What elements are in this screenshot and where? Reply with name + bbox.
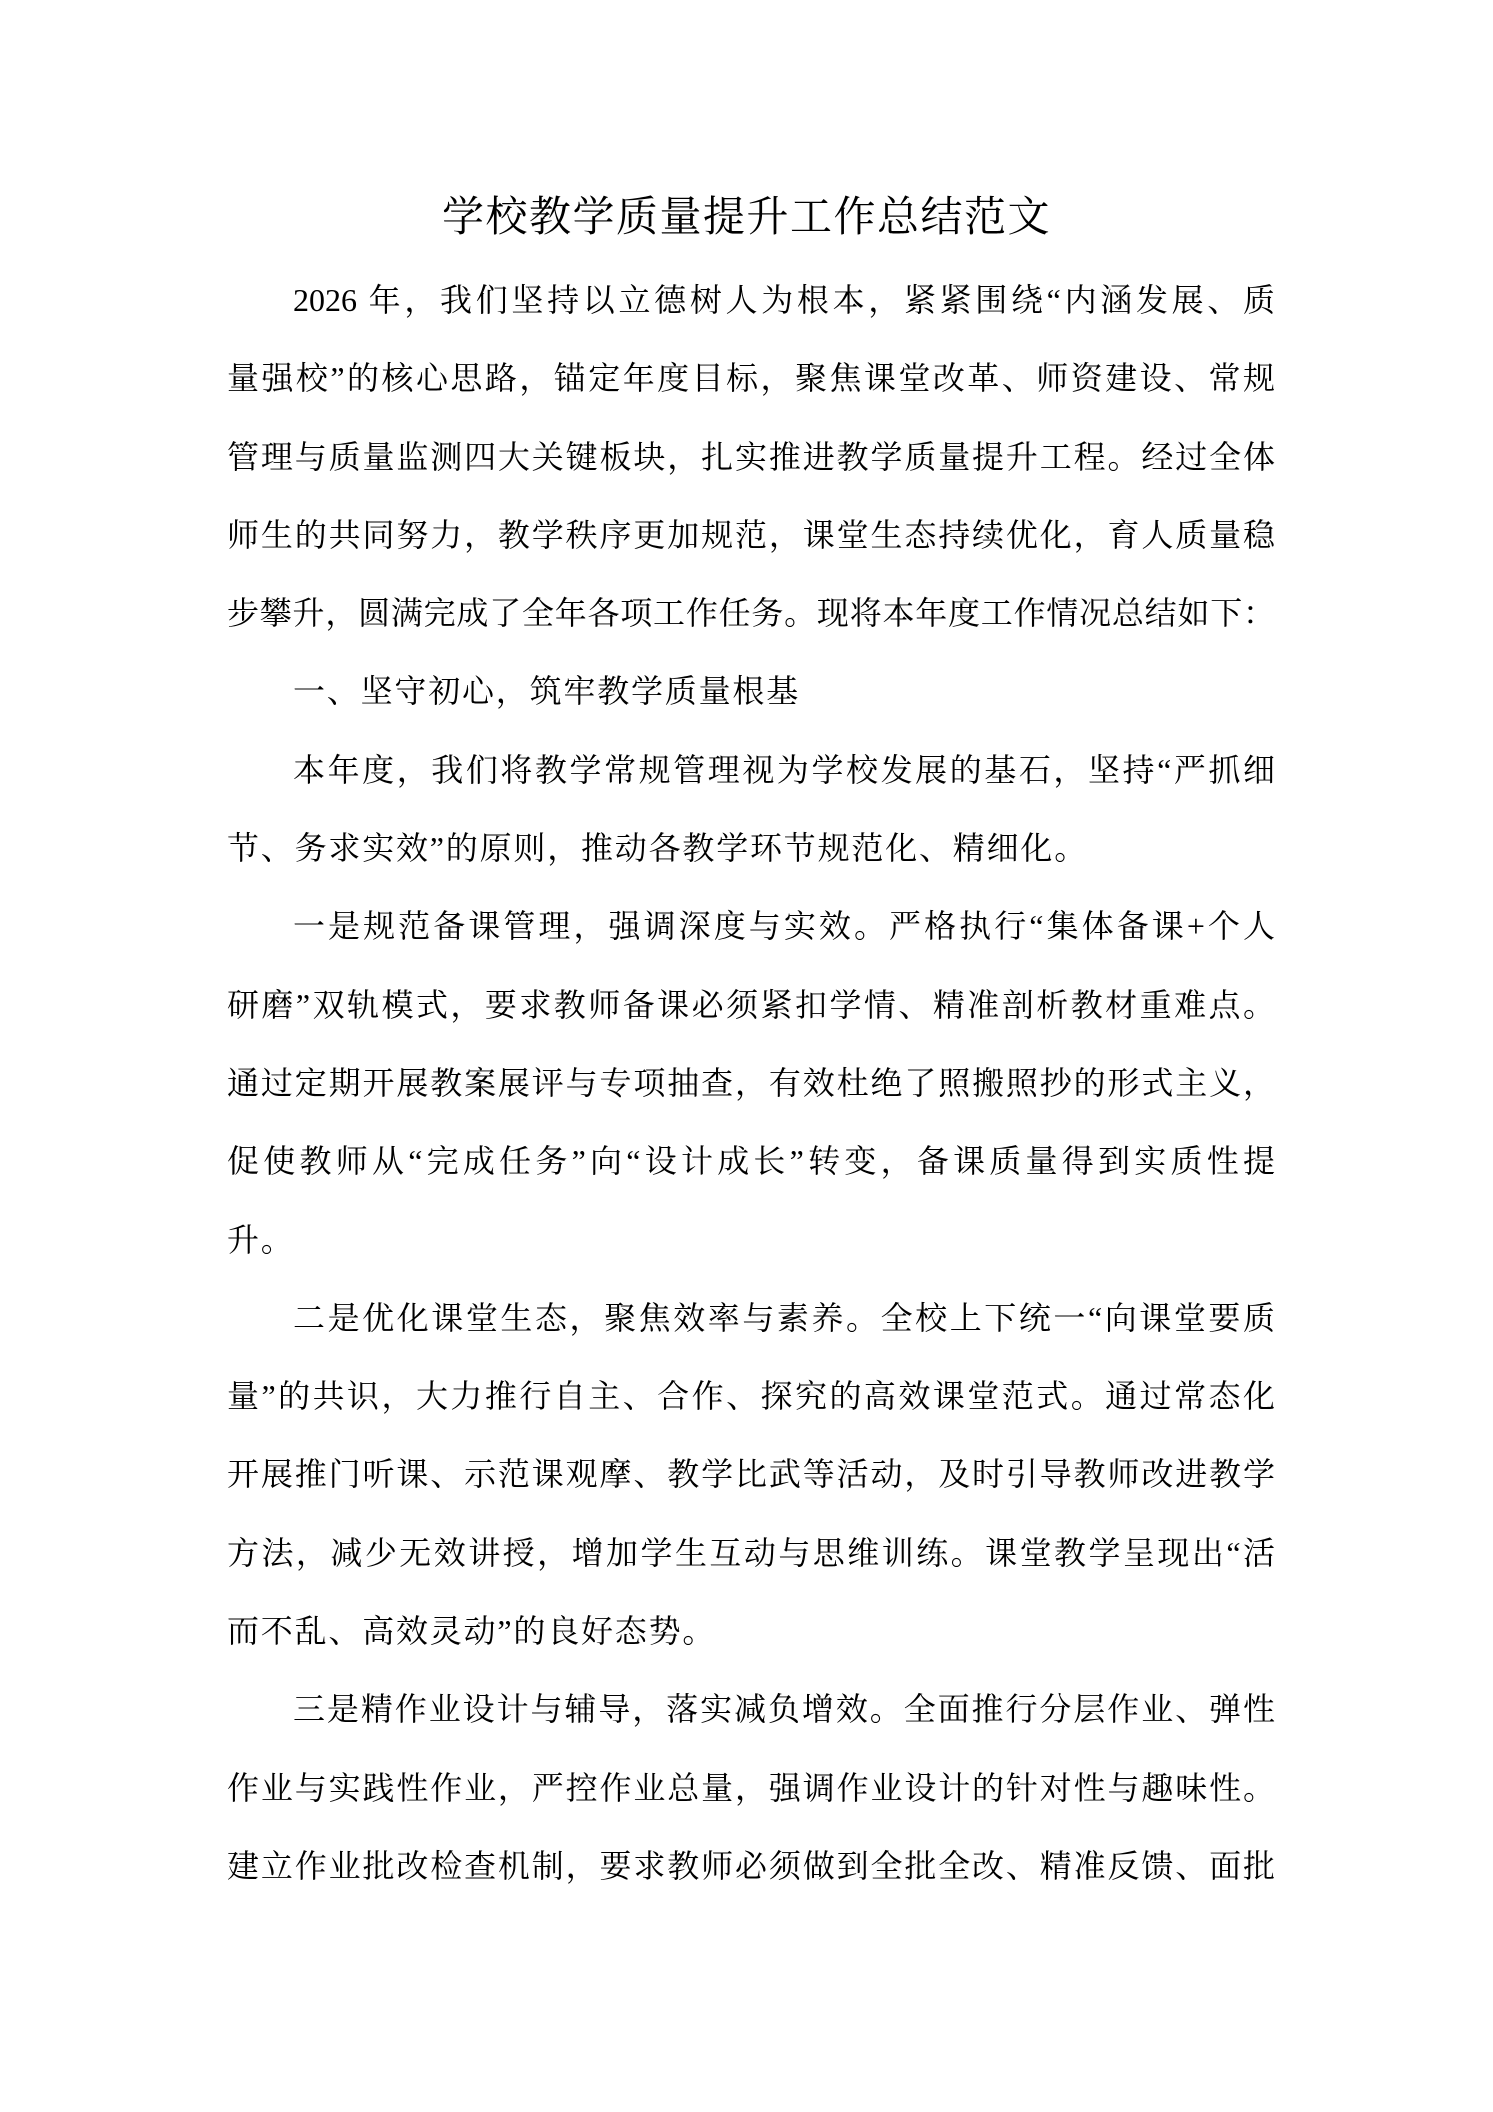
text-line: 管理与质量监测四大关键板块，扎实推进教学质量提升工程。经过全体 — [227, 438, 1275, 475]
text-line: 师生的共同努力，教学秩序更加规范，课堂生态持续优化，育人质量稳 — [227, 516, 1275, 553]
text-line: 量强校”的核心思路，锚定年度目标，聚焦课堂改革、师资建设、常规 — [227, 360, 1275, 397]
text-line: 升。 — [227, 1221, 295, 1258]
text-line: 而不乱、高效灵动”的良好态势。 — [227, 1613, 717, 1650]
text-line: 2026 年，我们坚持以立德树人为根本，紧紧围绕“内涵发展、质 — [293, 282, 1275, 318]
text-line: 促使教师从“完成任务”向“设计成长”转变，备课质量得到实质性提 — [227, 1143, 1275, 1180]
document-body — [227, 261, 1275, 1905]
paragraph — [227, 887, 1275, 1278]
text-line: 三是精作业设计与辅导，落实减负增效。全面推行分层作业、弹性 — [293, 1691, 1275, 1728]
section-heading — [227, 652, 1275, 730]
paragraph-intro — [227, 261, 1275, 652]
text-line: 本年度，我们将教学常规管理视为学校发展的基石，坚持“严抓细 — [293, 751, 1275, 788]
text-line: 一是规范备课管理，强调深度与实效。严格执行“集体备课+个人 — [293, 908, 1275, 945]
text-line: 开展推门听课、示范课观摩、教学比武等活动，及时引导教师改进教学 — [227, 1456, 1275, 1493]
text-line: 节、务求实效”的原则，推动各教学环节规范化、精细化。 — [227, 830, 1089, 867]
text-line: 二是优化课堂生态，聚焦效率与素养。全校上下统一“向课堂要质 — [293, 1299, 1275, 1336]
text-line: 作业与实践性作业，严控作业总量，强调作业设计的针对性与趣味性。 — [227, 1769, 1275, 1806]
text-line: 步攀升，圆满完成了全年各项工作任务。现将本年度工作情况总结如下： — [227, 595, 1275, 632]
paragraph — [227, 731, 1275, 888]
section-heading-text: 一、坚守初心，筑牢教学质量根基 — [293, 673, 801, 710]
paragraph — [227, 1670, 1275, 1905]
document-title: 学校教学质量提升工作总结范文 — [441, 195, 1051, 241]
text-line: 建立作业批改检查机制，要求教师必须做到全批全改、精准反馈、面批 — [227, 1847, 1275, 1884]
text-line: 量”的共识，大力推行自主、合作、探究的高效课堂范式。通过常态化 — [227, 1378, 1275, 1415]
text-line: 方法，减少无效讲授，增加学生互动与思维训练。课堂教学呈现出“活 — [227, 1534, 1275, 1571]
paragraph — [227, 1279, 1275, 1670]
text-line: 研磨”双轨模式，要求教师备课必须紧扣学情、精准剖析教材重难点。 — [227, 986, 1275, 1023]
text-line: 通过定期开展教案展评与专项抽查，有效杜绝了照搬照抄的形式主义， — [227, 1064, 1275, 1101]
